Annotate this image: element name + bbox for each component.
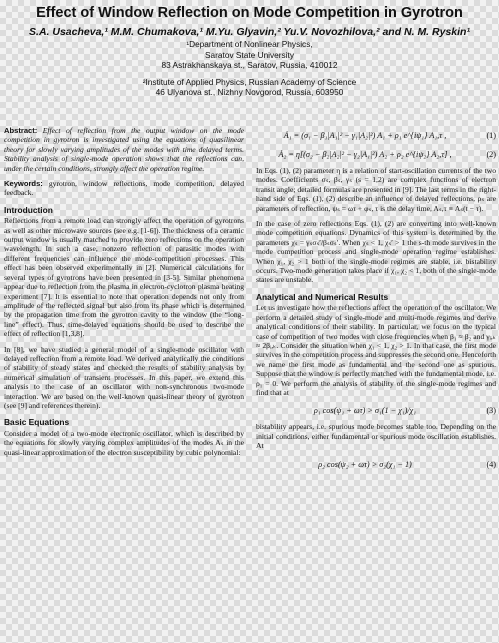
model-paragraph-1: In Eqs. (1), (2) parameter η is a relation of start-oscillation currents of the two modes. Coefficients σₛ, βₛ, γₛ (s = 1,2) are complex functions of electron transit angle; detailed formulas are presented in [9]. The last terms in the right-hand side of Eqs. (1), (2) describe an influence of delayed reflections, ρₛ are parameters of reflection, ψₛ = ωτ + φₛ, τ is the delay time, Aₛ,τ ≡ Aₛ(t − τ). <box>256 166 496 213</box>
author-list: S.A. Usacheva,¹ M.M. Chumakova,¹ M.Yu. Glyavin,² Yu.V. Novozhilova,² and N. M. Ryskin¹ <box>29 26 470 38</box>
affiliation-line: ¹Department of Nonlinear Physics, <box>186 39 313 49</box>
keywords <box>4 179 244 198</box>
equation-3-number: (3) <box>486 406 496 416</box>
equation-4 <box>256 457 496 474</box>
keywords-label: Keywords: <box>4 179 43 189</box>
paper-header <box>0 4 499 98</box>
equation-1-expression: Ȧ₁ = (σ₁ − β₁|A₁|² − γ₁|A₂|²) A₁ + ρ₁ e^{iψ₁} A₁,τ , <box>283 131 447 140</box>
intro-paragraph-1: Reflections from a remote load can strongly affect the operation of gyrotrons as well as other microwave sources (see e.g. [1-6]). The thickness of a ceramic output window is usually matched to provide zero reflections on the operation wavelength. In such a case, nonzero reflection of parasitic modes with different frequencies can influence the mode-competition processes. This effect has been observed experimentally in [2]. Numerical calculations for several types of gyrotrons have been presented in [3-5]. Similar phenomena appear due to reflection from the plasma in electron-cyclotron plasma heating experiment [7]. It is essential to note that operation depends not only from amplitude of the reflected signal but also from its phase which is determined by the propagation time from the gyrotron cavity to the window (the “long-line” effect). Thus, time-delayed equations should be used to describe the effect of reflection [1,3,8]. <box>4 216 244 339</box>
section-heading-basic-equations: Basic Equations <box>4 417 70 428</box>
model-paragraph-2: In the case of zero reflections Eqs. (1), (2) are converting into well-known mode competition equations. Dynamics of this system is determined by the parameters χₛ = γₛσₛ′/βₛσₛ′. When χₛ < 1, χₛ′ > 1 the s-th mode survives in the mode competition process and single-mode operation regime establishes. When χ₁, χ₂ > 1 both of the single-mode regimes are stable, i.e. bistability occurs. Two-mode generation takes place if χ₁, χ₂ < 1, both of the single-mode states are unstable. <box>256 219 496 285</box>
section-heading-introduction: Introduction <box>4 204 53 215</box>
basic-equations-paragraph: Consider a model of a two-mode electronic oscillator, which is described by the equations for slowly varying complex amplitudes of the modes Aₛ in the quasi-linear approximation of the electron susceptibility by cubic polynomial: <box>4 428 244 457</box>
left-column <box>4 126 244 463</box>
equation-1 <box>256 128 496 145</box>
right-column <box>256 126 496 476</box>
equation-3-expression: ρ₁ cos(ψ₁ + ωτ) > σ₁(1 − χ₁)/χ₁ <box>313 406 417 416</box>
equation-2-expression: Ȧ₂ = η[(σ₂ − β₂|A₂|² − γ₂|A₁|²) A₂ + ρ₂ e^{iψ₂} A₂,τ] , <box>278 150 452 159</box>
affiliation-line: ²Institute of Applied Physics, Russian Academy of Science <box>142 76 357 87</box>
analytical-paragraph-2: bistability appears, i.e. spurious mode becomes stable too. Depending on the initial conditions, either fundamental or spurious mode oscillation establishes. At <box>256 422 496 451</box>
equation-3 <box>256 403 496 420</box>
abstract-text: Effect of reflection from the output window on the mode competition in gyrotron is investigated using the equations of quasilinear theory for slowly varying amplitudes of the modes with time delayed terms. Stability analysis of single-mode operation shows that the reflections can, under the certain conditions, strongly affect the operation regime. <box>4 126 244 173</box>
paper-title: Effect of Window Reflection on Mode Competition in Gyrotron <box>36 5 463 21</box>
equation-2 <box>256 147 496 164</box>
keywords-text: gyrotron, window reflections, mode competition, delayed feedback. <box>4 179 244 198</box>
abstract <box>4 126 244 173</box>
equation-4-number: (4) <box>486 459 496 469</box>
abstract-label: Abstract: <box>4 126 38 135</box>
affiliation-line: 83 Astrakhanskaya st., Saratov, Russia, 410012 <box>161 60 338 70</box>
affiliation-line: Saratov State University <box>205 49 294 60</box>
affiliation-line: 46 Ulyanova st., Nizhny Novgorod, Russia, 603950 <box>155 87 344 97</box>
analytical-paragraph-1: Let us investigate how the reflections affect the operation of the oscillator. We perform a detailed study of single-mode and multi-mode regimes and derive analytical conditions of their stability. In particular, we focus on the typical case of competition of two modes with close frequencies when β₁ ≈ β₂ and γᵢ,ₖ ≈ 2βᵢ,ₖ. Consider the situation when χ₁ < 1, χ₂ > 1. In that case, the first mode survives in the competition process and suppresses the second one. Henceforth we name the first mode as fundamental and the second one as spurious. Suppose that the window is perfectly matched with the fundamental mode, i.e. ρ₁ = 0. We perform the analysis of stability of the single-mode regimes and find that at <box>256 303 496 397</box>
intro-paragraph-2: In [8], we have studied a general model of a single-mode oscillator with delayed reflection from a remote load. We derived analytically the conditions of stability of steady states and checked the results of stability analysis by numerical simulation of transient processes. In this paper, we extend this analysis to the case of an oscillator with non-synchronous two-mode interaction. We are based on the well-known quasi-linear theory of gyrotron (see [9] and references therein). <box>4 344 244 410</box>
section-heading-analytical-numerical: Analytical and Numerical Results <box>256 291 389 302</box>
equation-2-number: (2) <box>486 150 496 159</box>
equation-4-expression: ρ₂ cos(ψ₂ + ωτ) > σ₂(χ₁ − 1) <box>318 459 412 469</box>
equation-1-number: (1) <box>486 131 496 140</box>
